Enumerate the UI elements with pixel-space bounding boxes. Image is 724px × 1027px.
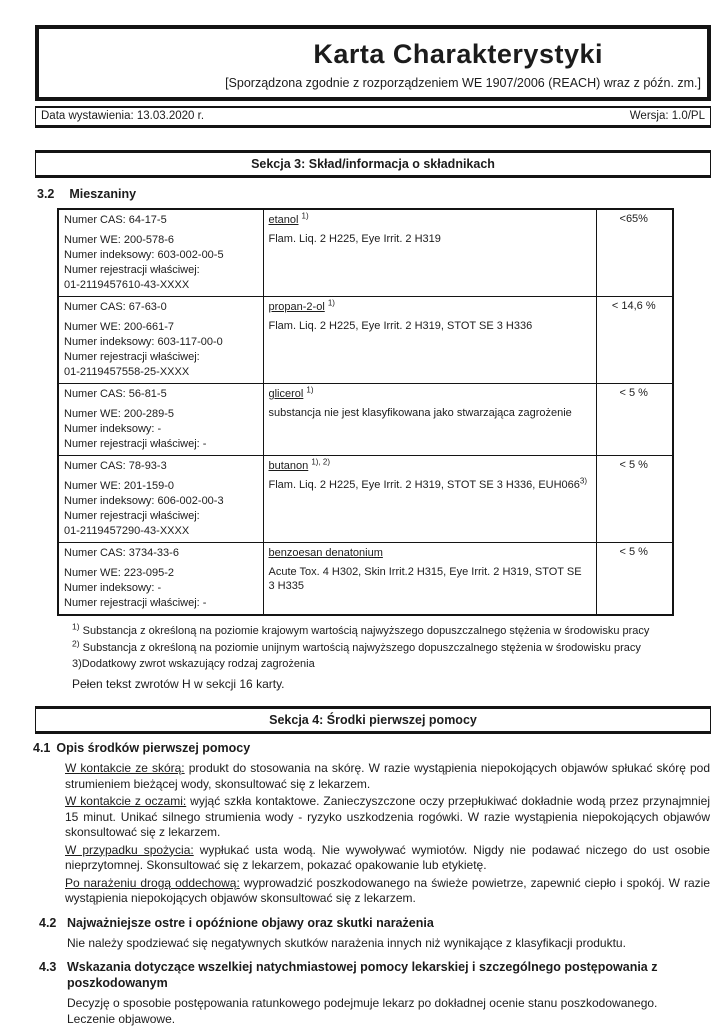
registration-number-label: Numer rejestracji właściwej:: [64, 264, 200, 276]
footnote-3: 3)Dodatkowy zwrot wskazujący rodzaj zagrożenia: [72, 658, 315, 670]
index-number: Numer indeksowy: 606-002-00-3: [64, 495, 224, 507]
we-number: Numer WE: 223-095-2: [64, 567, 175, 579]
subsection-title: Najważniejsze ostre i opóźnione objawy oraz skutki narażenia: [67, 915, 434, 930]
paragraph-ingestion: [65, 843, 710, 874]
footnote-ref: 1): [327, 298, 335, 308]
substance-identifiers: [58, 209, 263, 297]
paragraph-text: produkt do stosowania na skórę. W razie wystąpienia niepokojących objawów spłukać skórę pod strumieniem bieżącej wody, skonsultować się z lekarzem.: [65, 761, 711, 791]
registration-number-label: Numer rejestracji właściwej: -: [64, 438, 207, 450]
table-footnotes: [72, 623, 704, 693]
subsection-number: 3.2: [37, 187, 55, 201]
registration-number: 01-2119457558-25-XXXX: [64, 366, 190, 378]
index-number: Numer indeksowy: 603-117-00-0: [64, 336, 223, 348]
we-number: Numer WE: 200-578-6: [64, 234, 175, 246]
subsection-4-2-heading: [0, 915, 724, 931]
subsection-4-2: [0, 915, 724, 951]
cas-number: Numer CAS: 3734-33-6: [64, 547, 179, 559]
h-phrases-note: Pełen tekst zwrotów H w sekcji 16 karty.: [72, 677, 285, 691]
footnote-2-marker: 2): [72, 638, 80, 649]
substance-name: etanol: [268, 214, 299, 226]
subsection-title: Wskazania dotyczące wszelkiej natychmiastowej pomocy lekarskiej i szczególnego postępowania z poszkodowanym: [67, 959, 658, 990]
cas-number: Numer CAS: 64-17-5: [64, 214, 167, 226]
index-number: Numer indeksowy: 603-002-00-5: [64, 249, 224, 261]
paragraph-text: wyjąć szkła kontaktowe. Zanieczyszczone oczy przepłukiwać dokładnie wodą przez przynajmniej 15 minut. Unikać silnego strumienia wody - ryzyko uszkodzenia rogówki. W razie wystąpienia niepokojących objawów skonsultować się z lekarzem.: [65, 794, 710, 839]
paragraph-eye-contact: [65, 794, 710, 841]
subsection-title: Mieszaniny: [69, 187, 137, 201]
cas-number: Numer CAS: 67-63-0: [64, 301, 167, 313]
first-aid-paragraphs: [65, 761, 710, 907]
section3-header: Sekcja 3: Skład/informacja o składnikach: [35, 150, 711, 178]
cas-number: Numer CAS: 78-93-3: [64, 460, 167, 472]
subsection-number: 4.1: [33, 741, 51, 755]
concentration-value: < 14,6 %: [596, 297, 673, 384]
paragraph-lead: Po narażeniu drogą oddechową:: [65, 875, 240, 890]
hazard-classification: Flam. Liq. 2 H225, Eye Irrit. 2 H319, STOT SE 3 H336, EUH066: [268, 479, 580, 491]
concentration-value: < 5 %: [596, 384, 673, 456]
paragraph-skin-contact: [65, 761, 710, 792]
paragraph-inhalation: [65, 876, 710, 907]
version-label: Wersja: 1.0/PL: [629, 110, 705, 122]
footnote-ref: 1): [306, 385, 314, 395]
subsection-4-1-heading: [33, 741, 724, 755]
table-row-butanon: [58, 456, 673, 543]
footnote-1-marker: 1): [72, 621, 80, 632]
issue-date: Data wystawienia: 13.03.2020 r.: [41, 110, 205, 122]
we-number: Numer WE: 201-159-0: [64, 480, 175, 492]
paragraph-lead: W kontakcie z oczami:: [65, 794, 187, 808]
footnote-2: [72, 640, 704, 657]
substance-info: [263, 456, 596, 543]
hazard-classification: Flam. Liq. 2 H225, Eye Irrit. 2 H319: [268, 233, 441, 245]
substance-identifiers: [58, 297, 263, 384]
index-number: Numer indeksowy: -: [64, 423, 162, 435]
substance-name: benzoesan denatonium: [268, 547, 383, 559]
table-row-etanol: [58, 209, 673, 297]
paragraph-text: wypłukać usta wodą. Nie wywoływać wymiotów. Nigdy nie podawać niczego do ust osobie nieprzytomnej. Skonsultować się z lekarzem, pokazać opakowanie lub etykietę.: [65, 842, 710, 872]
paragraph-lead: W przypadku spożycia:: [65, 842, 194, 857]
footnote-ref: 1): [301, 211, 309, 221]
paragraph-lead: W kontakcie ze skórą:: [65, 761, 185, 775]
subsection-4-2-body: Nie należy spodziewać się negatywnych skutków narażenia innych niż wynikające z klasyfikacji produktu.: [67, 935, 626, 950]
footnote-1-text: Substancja z określoną na poziomie krajowym wartością najwyższego dopuszczalnego stężenia w środowisku pracy: [79, 625, 650, 637]
registration-number-label: Numer rejestracji właściwej:: [64, 351, 200, 363]
substance-info: [263, 297, 596, 384]
document-subtitle: [Sporządzona zgodnie z rozporządzeniem WE 1907/2006 (REACH) wraz z późn. zm.]: [225, 76, 701, 90]
subsection-number: 4.2: [39, 915, 57, 930]
substance-name: glicerol: [268, 388, 304, 400]
paragraph-text: wyprowadzić poszkodowanego na świeże powietrze, zapewnić ciepło i spokój. W razie wystąpienia niepokojących objawów skonsultować się z lekarzem.: [65, 875, 711, 905]
table-row-glicerol: [58, 384, 673, 456]
subsection-4-3-body-line2: Leczenie objawowe.: [67, 1011, 176, 1026]
concentration-value: <65%: [596, 209, 673, 297]
subsection-number: 4.3: [39, 959, 57, 974]
footnote-1: [72, 623, 704, 640]
subsection-4-3: [0, 959, 724, 1027]
substance-identifiers: [58, 384, 263, 456]
we-number: Numer WE: 200-661-7: [64, 321, 175, 333]
registration-number: 01-2119457610-43-XXXX: [64, 279, 190, 291]
hazard-classification: Flam. Liq. 2 H225, Eye Irrit. 2 H319, STOT SE 3 H336: [268, 320, 533, 332]
substance-info: [263, 543, 596, 616]
subsection-3-2-heading: [37, 187, 724, 201]
document-meta-strip: [35, 106, 711, 128]
substance-name: butanon: [268, 460, 309, 472]
document-page: [0, 25, 724, 1026]
document-title-box: [35, 25, 711, 101]
footnote-ref: 3): [579, 476, 588, 486]
registration-number-label: Numer rejestracji właściwej: -: [64, 597, 207, 609]
registration-number-label: Numer rejestracji właściwej:: [64, 510, 200, 522]
document-title: Karta Charakterystyki: [313, 39, 603, 69]
cas-number: Numer CAS: 56-81-5: [64, 388, 167, 400]
concentration-value: < 5 %: [596, 456, 673, 543]
substance-identifiers: [58, 456, 263, 543]
substance-info: [263, 384, 596, 456]
substance-info: [263, 209, 596, 297]
subsection-title: Opis środków pierwszej pomocy: [56, 741, 251, 755]
substance-identifiers: [58, 543, 263, 616]
subsection-4-3-heading: [0, 959, 724, 991]
index-number: Numer indeksowy: -: [64, 582, 162, 594]
substance-name: propan-2-ol: [268, 301, 325, 313]
subsection-4-3-body-line1: Decyzję o sposobie postępowania ratunkowego podejmuje lekarz po dokładnej ocenie stanu poszkodowanego.: [67, 995, 658, 1010]
section4-header: Sekcja 4: Środki pierwszej pomocy: [35, 706, 711, 734]
footnote-2-text: Substancja z określoną na poziomie unijnym wartością najwyższego dopuszczalnego stężenia w środowisku pracy: [79, 642, 641, 654]
we-number: Numer WE: 200-289-5: [64, 408, 175, 420]
registration-number: 01-2119457290-43-XXXX: [64, 525, 190, 537]
concentration-value: < 5 %: [596, 543, 673, 616]
footnote-ref: 1), 2): [311, 457, 330, 467]
hazard-classification: Acute Tox. 4 H302, Skin Irrit.2 H315, Eye Irrit. 2 H319, STOT SE 3 H335: [268, 566, 582, 592]
table-row-propan-2-ol: [58, 297, 673, 384]
hazard-classification: substancja nie jest klasyfikowana jako stwarzająca zagrożenie: [268, 407, 572, 419]
ingredients-table: [57, 208, 674, 616]
table-row-benzoesan-denatonium: [58, 543, 673, 616]
